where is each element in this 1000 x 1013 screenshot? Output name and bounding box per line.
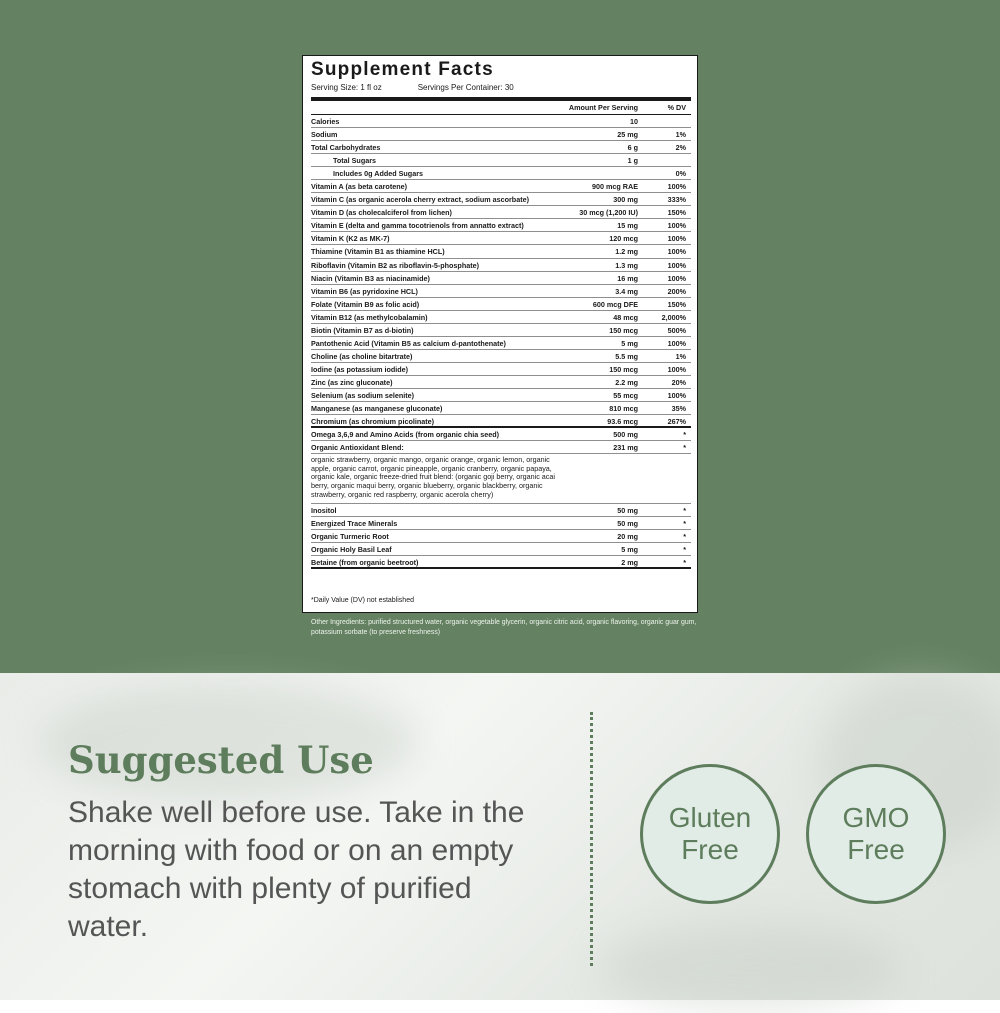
badge-line: Free: [681, 834, 739, 865]
facts-row: Vitamin B6 (as pyridoxine HCL) 3.4 mg 200%: [311, 285, 691, 298]
facts-row: Vitamin E (delta and gamma tocotrienols from annatto extract) 15 mg 100%: [311, 219, 691, 232]
badge-line: Gluten: [668, 802, 752, 833]
facts-row: Zinc (as zinc gluconate) 2.2 mg 20%: [311, 376, 691, 389]
dv-header: % DV: [667, 103, 686, 112]
facts-row: Calories 10: [311, 115, 691, 128]
servings-per-container: Servings Per Container: 30: [417, 83, 514, 92]
facts-row: Total Carbohydrates 6 g 2%: [311, 141, 691, 154]
facts-header-row: [311, 101, 691, 115]
facts-row: Iodine (as potassium iodide) 150 mcg 100%: [311, 363, 691, 376]
suggested-use-title: Suggested Use: [68, 738, 374, 782]
facts-row: Total Sugars 1 g: [311, 154, 691, 167]
facts-row: Vitamin K (K2 as MK-7) 120 mcg 100%: [311, 232, 691, 245]
facts-row: Inositol 50 mg *: [311, 504, 691, 517]
badge-line: Free: [847, 834, 905, 865]
supplement-facts-panel: [302, 55, 698, 613]
facts-row: Biotin (Vitamin B7 as d-biotin) 150 mcg 500%: [311, 324, 691, 337]
facts-row: Vitamin A (as beta carotene) 900 mcg RAE 100%: [311, 180, 691, 193]
facts-row: Omega 3,6,9 and Amino Acids (from organic chia seed) 500 mg *: [311, 428, 691, 441]
facts-row: Niacin (Vitamin B3 as niacinamide) 16 mg 100%: [311, 272, 691, 285]
facts-row: Organic Antioxidant Blend: 231 mg *: [311, 441, 691, 454]
facts-title: Supplement Facts: [311, 59, 494, 80]
facts-row: Pantothenic Acid (Vitamin B5 as calcium d-pantothenate) 5 mg 100%: [311, 337, 691, 350]
serving-size: Serving Size: 1 fl oz: [311, 83, 382, 92]
facts-row: Folate (Vitamin B9 as folic acid) 600 mcg DFE 150%: [311, 298, 691, 311]
suggested-use-text: Shake well before use. Take in the morning with food or on an empty stomach with plenty of purified water.: [68, 796, 525, 943]
serving-info: [311, 82, 691, 93]
facts-row: Vitamin D (as cholecalciferol from lichen) 30 mcg (1,200 IU) 150%: [311, 206, 691, 219]
gmo-free-badge: [806, 764, 946, 904]
facts-row: Selenium (as sodium selenite) 55 mcg 100%: [311, 389, 691, 402]
facts-row: Betaine (from organic beetroot) 2 mg *: [311, 556, 691, 569]
facts-row: Manganese (as manganese gluconate) 810 mcg 35%: [311, 402, 691, 415]
dotted-divider: [590, 712, 593, 966]
facts-row: Vitamin C (as organic acerola cherry extract, sodium ascorbate) 300 mg 333%: [311, 193, 691, 206]
facts-row: Choline (as choline bitartrate) 5.5 mg 1%: [311, 350, 691, 363]
facts-row: Organic Holy Basil Leaf 5 mg *: [311, 543, 691, 556]
facts-row: Vitamin B12 (as methylcobalamin) 48 mcg 2,000%: [311, 311, 691, 324]
other-ingredients: Other Ingredients: purified structured water, organic vegetable glycerin, organic citric acid, organic flavoring, organic guar gum, potassium sorbate (to preserve freshness): [311, 619, 697, 636]
amount-header: Amount Per Serving: [568, 103, 638, 112]
badge-line: GMO: [842, 802, 910, 833]
dv-footnote: *Daily Value (DV) not established: [311, 597, 414, 604]
blend-ingredients-row: organic strawberry, organic mango, organic orange, organic lemon, organic apple, organic carrot, organic pineapple, organic cranberry, organic papaya, organic kale, organic freeze-dried fruit blend: (organic goji berry, organic acai berry, organic maqui berry, organic blueberry, organic blackberry, organic strawberry, organic red raspberry, organic acerola cherry): [311, 454, 691, 504]
facts-row: Thiamine (Vitamin B1 as thiamine HCL) 1.2 mg 100%: [311, 245, 691, 258]
facts-row: Energized Trace Minerals 50 mg *: [311, 517, 691, 530]
facts-row: Includes 0g Added Sugars 0%: [311, 167, 691, 180]
facts-row: Riboflavin (Vitamin B2 as riboflavin-5-phosphate) 1.3 mg 100%: [311, 259, 691, 272]
gluten-free-badge: [640, 764, 780, 904]
facts-row: Sodium 25 mg 1%: [311, 128, 691, 141]
facts-row: Chromium (as chromium picolinate) 93.6 mcg 267%: [311, 415, 691, 428]
facts-row: Organic Turmeric Root 20 mg *: [311, 530, 691, 543]
